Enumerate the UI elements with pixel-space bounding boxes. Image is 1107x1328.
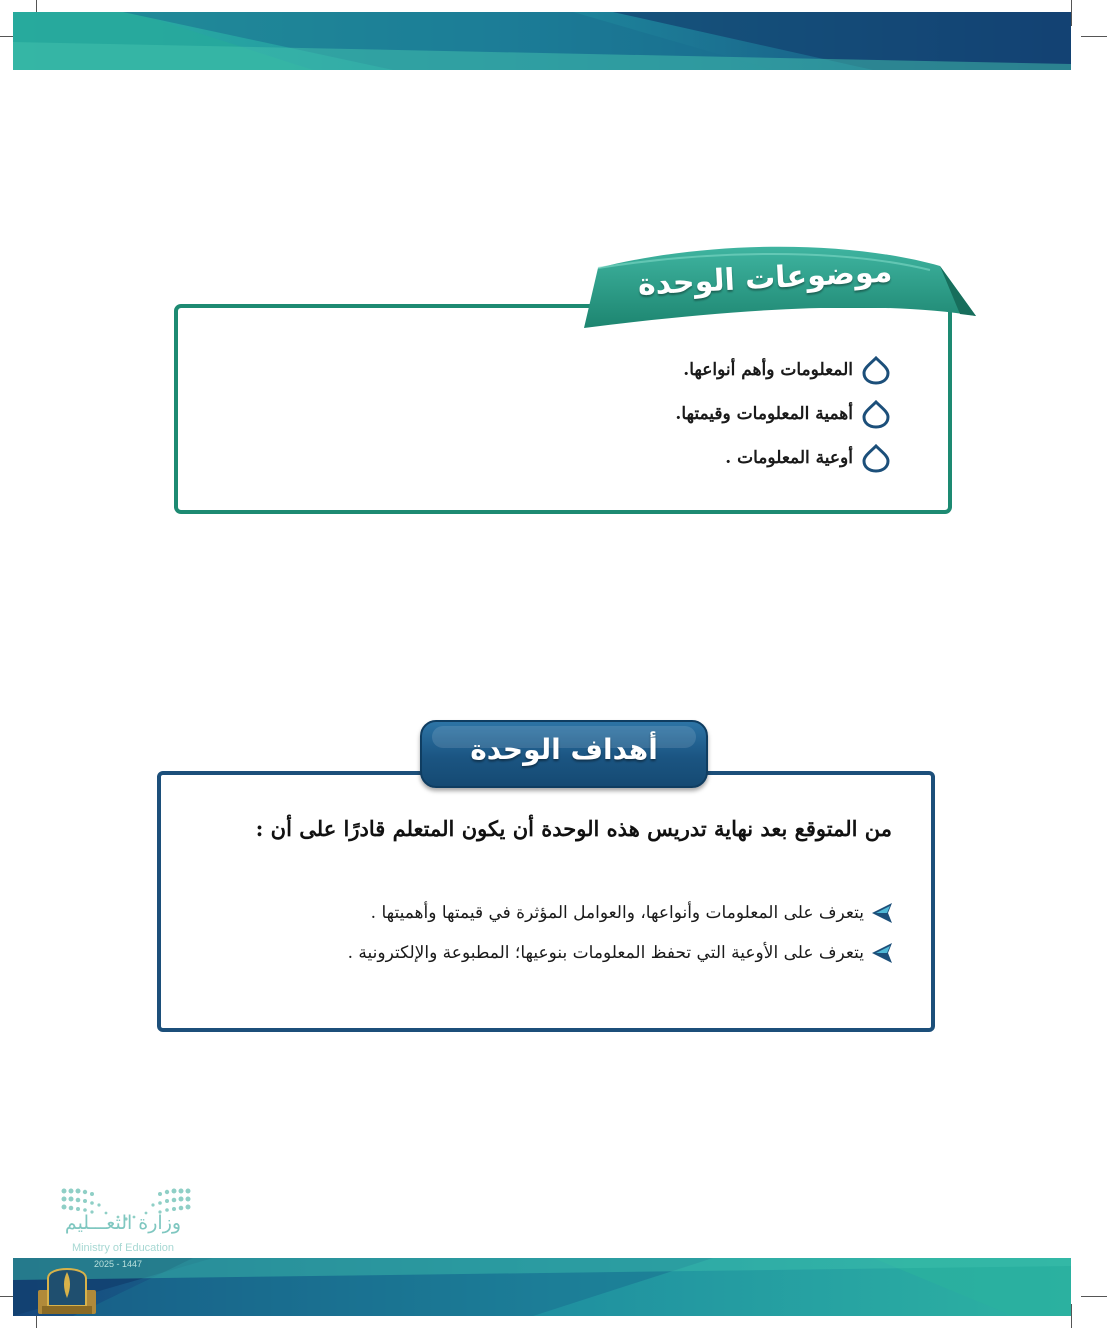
list-item	[331, 392, 891, 436]
topics-title: موضوعات الوحدة	[636, 254, 893, 303]
ministry-name-en: Ministry of Education	[71, 1242, 175, 1254]
goals-title: أهداف الوحدة	[470, 733, 658, 766]
list-item	[331, 348, 891, 392]
goal-text: يتعرف على الأوعية التي تحفظ المعلومات بنوعيها؛ المطبوعة والإلكترونية .	[347, 943, 864, 963]
crop-mark	[1071, 0, 1072, 26]
emblem-icon	[36, 1256, 98, 1318]
list-item	[331, 436, 891, 480]
goals-list	[214, 893, 894, 973]
footer-band	[13, 1258, 1071, 1316]
drop-icon	[861, 443, 891, 473]
arrow-icon	[870, 902, 894, 924]
drop-icon	[861, 355, 891, 385]
header-band	[13, 12, 1071, 70]
topic-text: المعلومات وأهم أنواعها.	[683, 360, 853, 380]
topic-text: أهمية المعلومات وقيمتها.	[675, 404, 853, 424]
ministry-name-ar: وزارة التعـــليم	[64, 1212, 182, 1234]
topics-list	[331, 348, 891, 480]
arrow-icon	[870, 942, 894, 964]
crop-mark	[1071, 1304, 1072, 1328]
list-item	[214, 933, 894, 973]
drop-icon	[861, 399, 891, 429]
list-item	[214, 893, 894, 933]
crop-mark	[1081, 1296, 1107, 1297]
topic-text: أوعية المعلومات .	[725, 448, 853, 468]
crop-mark	[1081, 36, 1107, 37]
ministry-year: 2025 - 1447	[94, 1259, 143, 1269]
goals-intro: من المتوقع بعد نهاية تدريس هذه الوحدة أن يكون المتعلم قادرًا على أن :	[255, 816, 892, 841]
goal-text: يتعرف على المعلومات وأنواعها، والعوامل المؤثرة في قيمتها وأهميتها .	[370, 903, 864, 923]
